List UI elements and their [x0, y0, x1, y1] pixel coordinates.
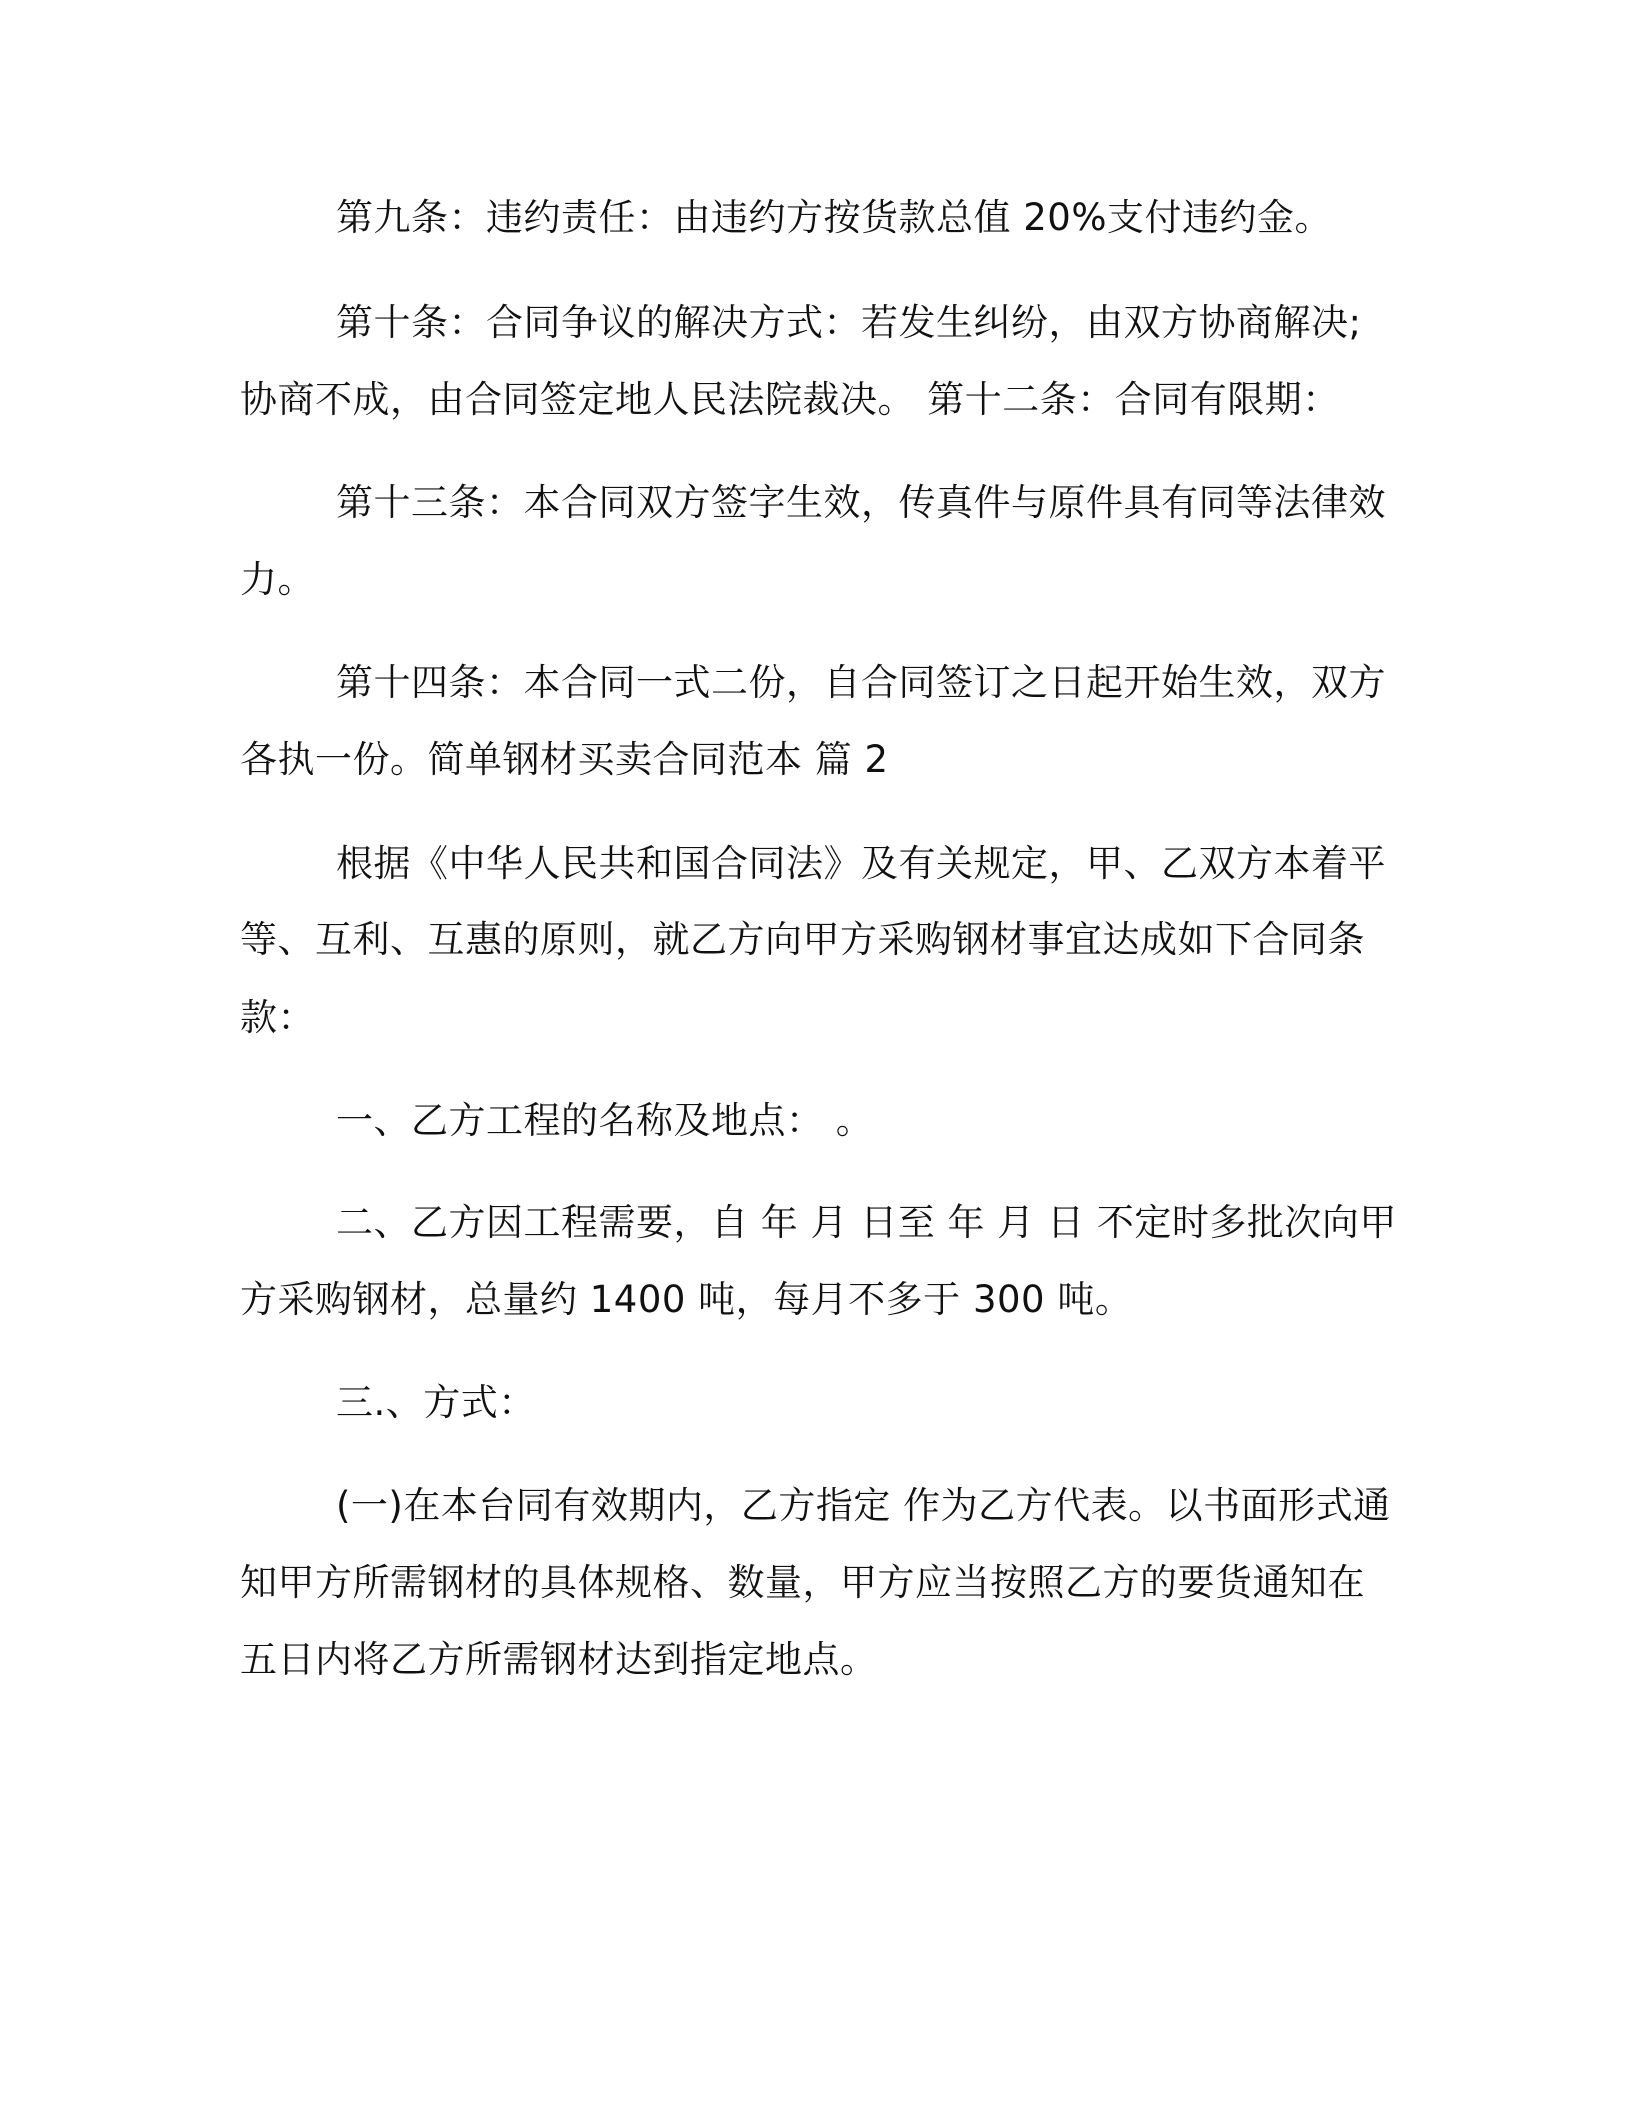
clause-10-line-1: 第十条：合同争议的解决方式：若发生纠纷，由双方协商解决;	[336, 301, 1362, 344]
clause-14-line-1: 第十四条：本合同一式二份，自合同签订之日起开始生效，双方	[336, 661, 1386, 704]
item-3-1-line-1: (一)在本台同有效期内，乙方指定 作为乙方代表。以书面形式通	[336, 1484, 1391, 1527]
item-2-line-1: 二、乙方因工程需要，自 年 月 日至 年 月 日 不定时多批次向甲	[336, 1201, 1397, 1244]
preamble-line-3: 款：	[240, 996, 315, 1039]
preamble-line-1: 根据《中华人民共和国合同法》及有关规定，甲、乙双方本着平	[336, 842, 1386, 885]
item-3-1-line-3: 五日内将乙方所需钢材达到指定地点。	[240, 1638, 878, 1681]
clause-10-line-2: 协商不成，由合同签定地人民法院裁决。 第十二条：合同有限期：	[240, 378, 1340, 421]
item-3-line: 三.、方式：	[336, 1381, 536, 1424]
clause-9-line: 第九条：违约责任：由违约方按货款总值 20%支付违约金。	[336, 196, 1332, 239]
item-3-1-line-2: 知甲方所需钢材的具体规格、数量，甲方应当按照乙方的要货通知在	[240, 1561, 1365, 1604]
item-1-line: 一、乙方工程的名称及地点： 。	[336, 1099, 874, 1142]
clause-13-line-2: 力。	[240, 558, 315, 601]
item-2-line-2: 方采购钢材，总量约 1400 吨，每月不多于 300 吨。	[240, 1278, 1133, 1321]
clause-14-line-2: 各执一份。简单钢材买卖合同范本 篇 2	[240, 738, 889, 781]
preamble-line-2: 等、互利、互惠的原则，就乙方向甲方采购钢材事宜达成如下合同条	[240, 918, 1365, 961]
clause-13-line-1: 第十三条：本合同双方签字生效，传真件与原件具有同等法律效	[336, 481, 1386, 524]
